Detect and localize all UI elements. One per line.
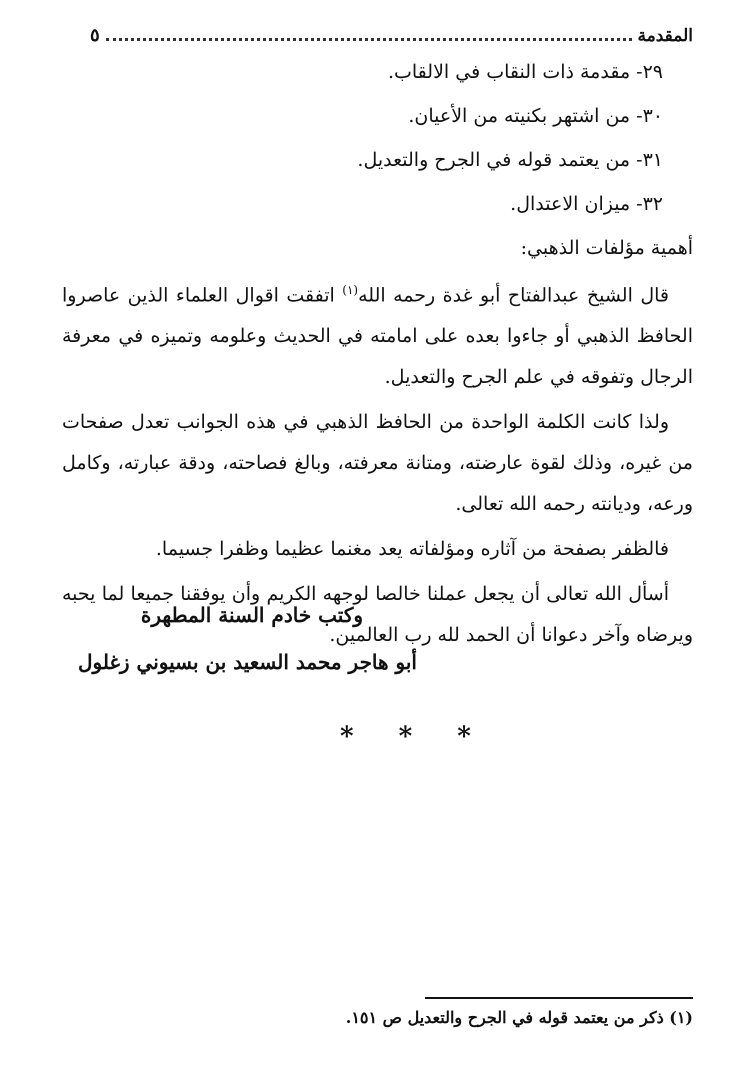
page-header bbox=[90, 18, 693, 46]
list-item: ٣٠- من اشتهر بكنيته من الأعيان. bbox=[408, 105, 663, 127]
footnote-reference: (١) bbox=[342, 283, 359, 297]
footnote-divider bbox=[425, 997, 693, 999]
section-heading: أهمية مؤلفات الذهبي: bbox=[520, 237, 693, 259]
paragraph-1-text-start: قال الشيخ عبدالفتاح أبو غدة رحمه الله bbox=[358, 284, 670, 307]
section-separator: * * * bbox=[340, 722, 489, 752]
paragraph-4: أسأل الله تعالى أن يجعل عملنا خالصا لوجهه الكريم وأن يوفقنا جميعا لما يحبه ويرضاه وآخر دعوانا أن الحمد لله رب العالمين. bbox=[62, 583, 693, 647]
paragraph-2: ولذا كانت الكلمة الواحدة من الحافظ الذهبي في هذه الجوانب تعدل صفحات من غيره، وذلك لقوة عارضته، ومتانة معرفته، وبالغ فصاحته، ودقة عبارته، وكامل ورعه، وديانته رحمه الله تعالى. bbox=[62, 411, 693, 516]
signature-line-1: وكتب خادم السنة المطهرة bbox=[140, 603, 363, 627]
paragraph-3: فالظفر بصفحة من آثاره ومؤلفاته يعد مغنما عظيما وظفرا جسيما. bbox=[155, 538, 669, 561]
body-text bbox=[62, 50, 693, 660]
header-dot-leader bbox=[106, 38, 632, 41]
paragraph-1 bbox=[62, 270, 693, 398]
paragraph-1-text-end: اتفقت اقوال العلماء الذين عاصروا الحافظ الذهبي أو جاءوا بعده على امامته في الحديث وعلومه وتميزه في معرفة الرجال وتفوقه في علم الجرح والتعديل. bbox=[62, 284, 693, 389]
list-item: ٣١- من يعتمد قوله في الجرح والتعديل. bbox=[357, 149, 663, 171]
page-number: ٥ bbox=[90, 25, 100, 46]
list-item: ٣٢- ميزان الاعتدال. bbox=[510, 193, 663, 215]
footnote: (١) ذكر من يعتمد قوله في الجرح والتعديل ص ١٥١. bbox=[345, 1008, 693, 1027]
chapter-title: المقدمة bbox=[637, 26, 693, 46]
list-item: ٢٩- مقدمة ذات النقاب في الالقاب. bbox=[387, 61, 663, 83]
signature-author-name: أبو هاجر محمد السعيد بن بسيوني زغلول bbox=[77, 650, 417, 674]
